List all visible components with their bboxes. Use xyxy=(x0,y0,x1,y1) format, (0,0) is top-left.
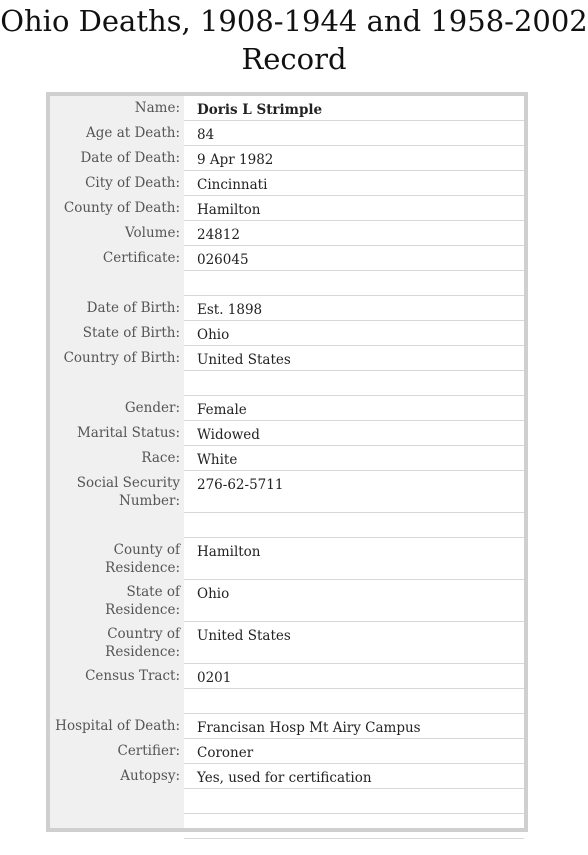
field-label: Autopsy: xyxy=(120,768,180,784)
field-value: Ohio xyxy=(184,580,524,622)
field-value xyxy=(184,371,524,396)
field-value: 026045 xyxy=(184,246,524,271)
field-label: City of Death: xyxy=(85,175,180,191)
field-label: Date of Birth: xyxy=(86,300,180,316)
field-value: 84 xyxy=(184,121,524,146)
field-value: 0201 xyxy=(184,664,524,689)
field-value xyxy=(184,271,524,296)
record-row xyxy=(50,196,524,221)
record-rows xyxy=(50,96,524,839)
record-row xyxy=(50,814,524,839)
field-value xyxy=(184,513,524,538)
field-value: Yes, used for certification xyxy=(184,764,524,789)
field-value: Hamilton xyxy=(184,538,524,580)
field-value: Est. 1898 xyxy=(184,296,524,321)
field-value: Female xyxy=(184,396,524,421)
field-value: United States xyxy=(184,622,524,664)
field-label: County of Residence: xyxy=(105,542,180,576)
record-row xyxy=(50,664,524,689)
field-label: Social Security Number: xyxy=(76,475,180,509)
field-value: White xyxy=(184,446,524,471)
record-row xyxy=(50,714,524,739)
record-row xyxy=(50,538,524,580)
field-value xyxy=(184,789,524,814)
field-label: Name: xyxy=(134,100,180,116)
record-row xyxy=(50,296,524,321)
record-row xyxy=(50,764,524,789)
title-line-1: Ohio Deaths, 1908-1944 and 1958-2002 xyxy=(0,4,588,38)
field-label: Certifier: xyxy=(117,743,180,759)
field-label: Country of Birth: xyxy=(63,350,180,366)
field-value: Coroner xyxy=(184,739,524,764)
record-row xyxy=(50,271,524,296)
record-row xyxy=(50,246,524,271)
field-label: State of Birth: xyxy=(82,325,180,341)
record-row xyxy=(50,471,524,513)
field-value: Francisan Hosp Mt Airy Campus xyxy=(184,714,524,739)
field-value: Hamilton xyxy=(184,196,524,221)
title-line-2: Record xyxy=(241,42,347,76)
field-label: Marital Status: xyxy=(76,425,180,441)
field-label: Country of Residence: xyxy=(105,626,180,660)
record-row xyxy=(50,689,524,714)
record-row xyxy=(50,421,524,446)
field-label: Census Tract: xyxy=(85,668,180,684)
field-label: Date of Death: xyxy=(80,150,180,166)
record-row xyxy=(50,789,524,814)
field-label: Gender: xyxy=(124,400,180,416)
field-value xyxy=(184,689,524,714)
record-row xyxy=(50,346,524,371)
field-value: 276-62-5711 xyxy=(184,471,524,513)
record-table xyxy=(46,92,528,832)
field-label: County of Death: xyxy=(63,200,180,216)
record-row xyxy=(50,739,524,764)
record-row xyxy=(50,622,524,664)
field-label: Certificate: xyxy=(102,250,180,266)
record-row xyxy=(50,446,524,471)
record-row xyxy=(50,121,524,146)
field-label: Age at Death: xyxy=(86,125,180,141)
field-value xyxy=(184,814,524,839)
record-row xyxy=(50,96,524,121)
field-value: United States xyxy=(184,346,524,371)
field-value: Cincinnati xyxy=(184,171,524,196)
record-row xyxy=(50,321,524,346)
record-row xyxy=(50,396,524,421)
field-value: 9 Apr 1982 xyxy=(184,146,524,171)
record-row xyxy=(50,580,524,622)
field-label: State of Residence: xyxy=(105,584,180,618)
page-title xyxy=(0,0,588,78)
field-label: Race: xyxy=(141,450,180,466)
record-row xyxy=(50,371,524,396)
field-value: Widowed xyxy=(184,421,524,446)
record-row xyxy=(50,513,524,538)
record-row xyxy=(50,221,524,246)
field-label: Hospital of Death: xyxy=(55,718,180,734)
field-label: Volume: xyxy=(125,225,180,241)
record-row xyxy=(50,171,524,196)
field-value: Doris L Strimple xyxy=(184,96,524,121)
record-row xyxy=(50,146,524,171)
field-value: Ohio xyxy=(184,321,524,346)
field-value: 24812 xyxy=(184,221,524,246)
